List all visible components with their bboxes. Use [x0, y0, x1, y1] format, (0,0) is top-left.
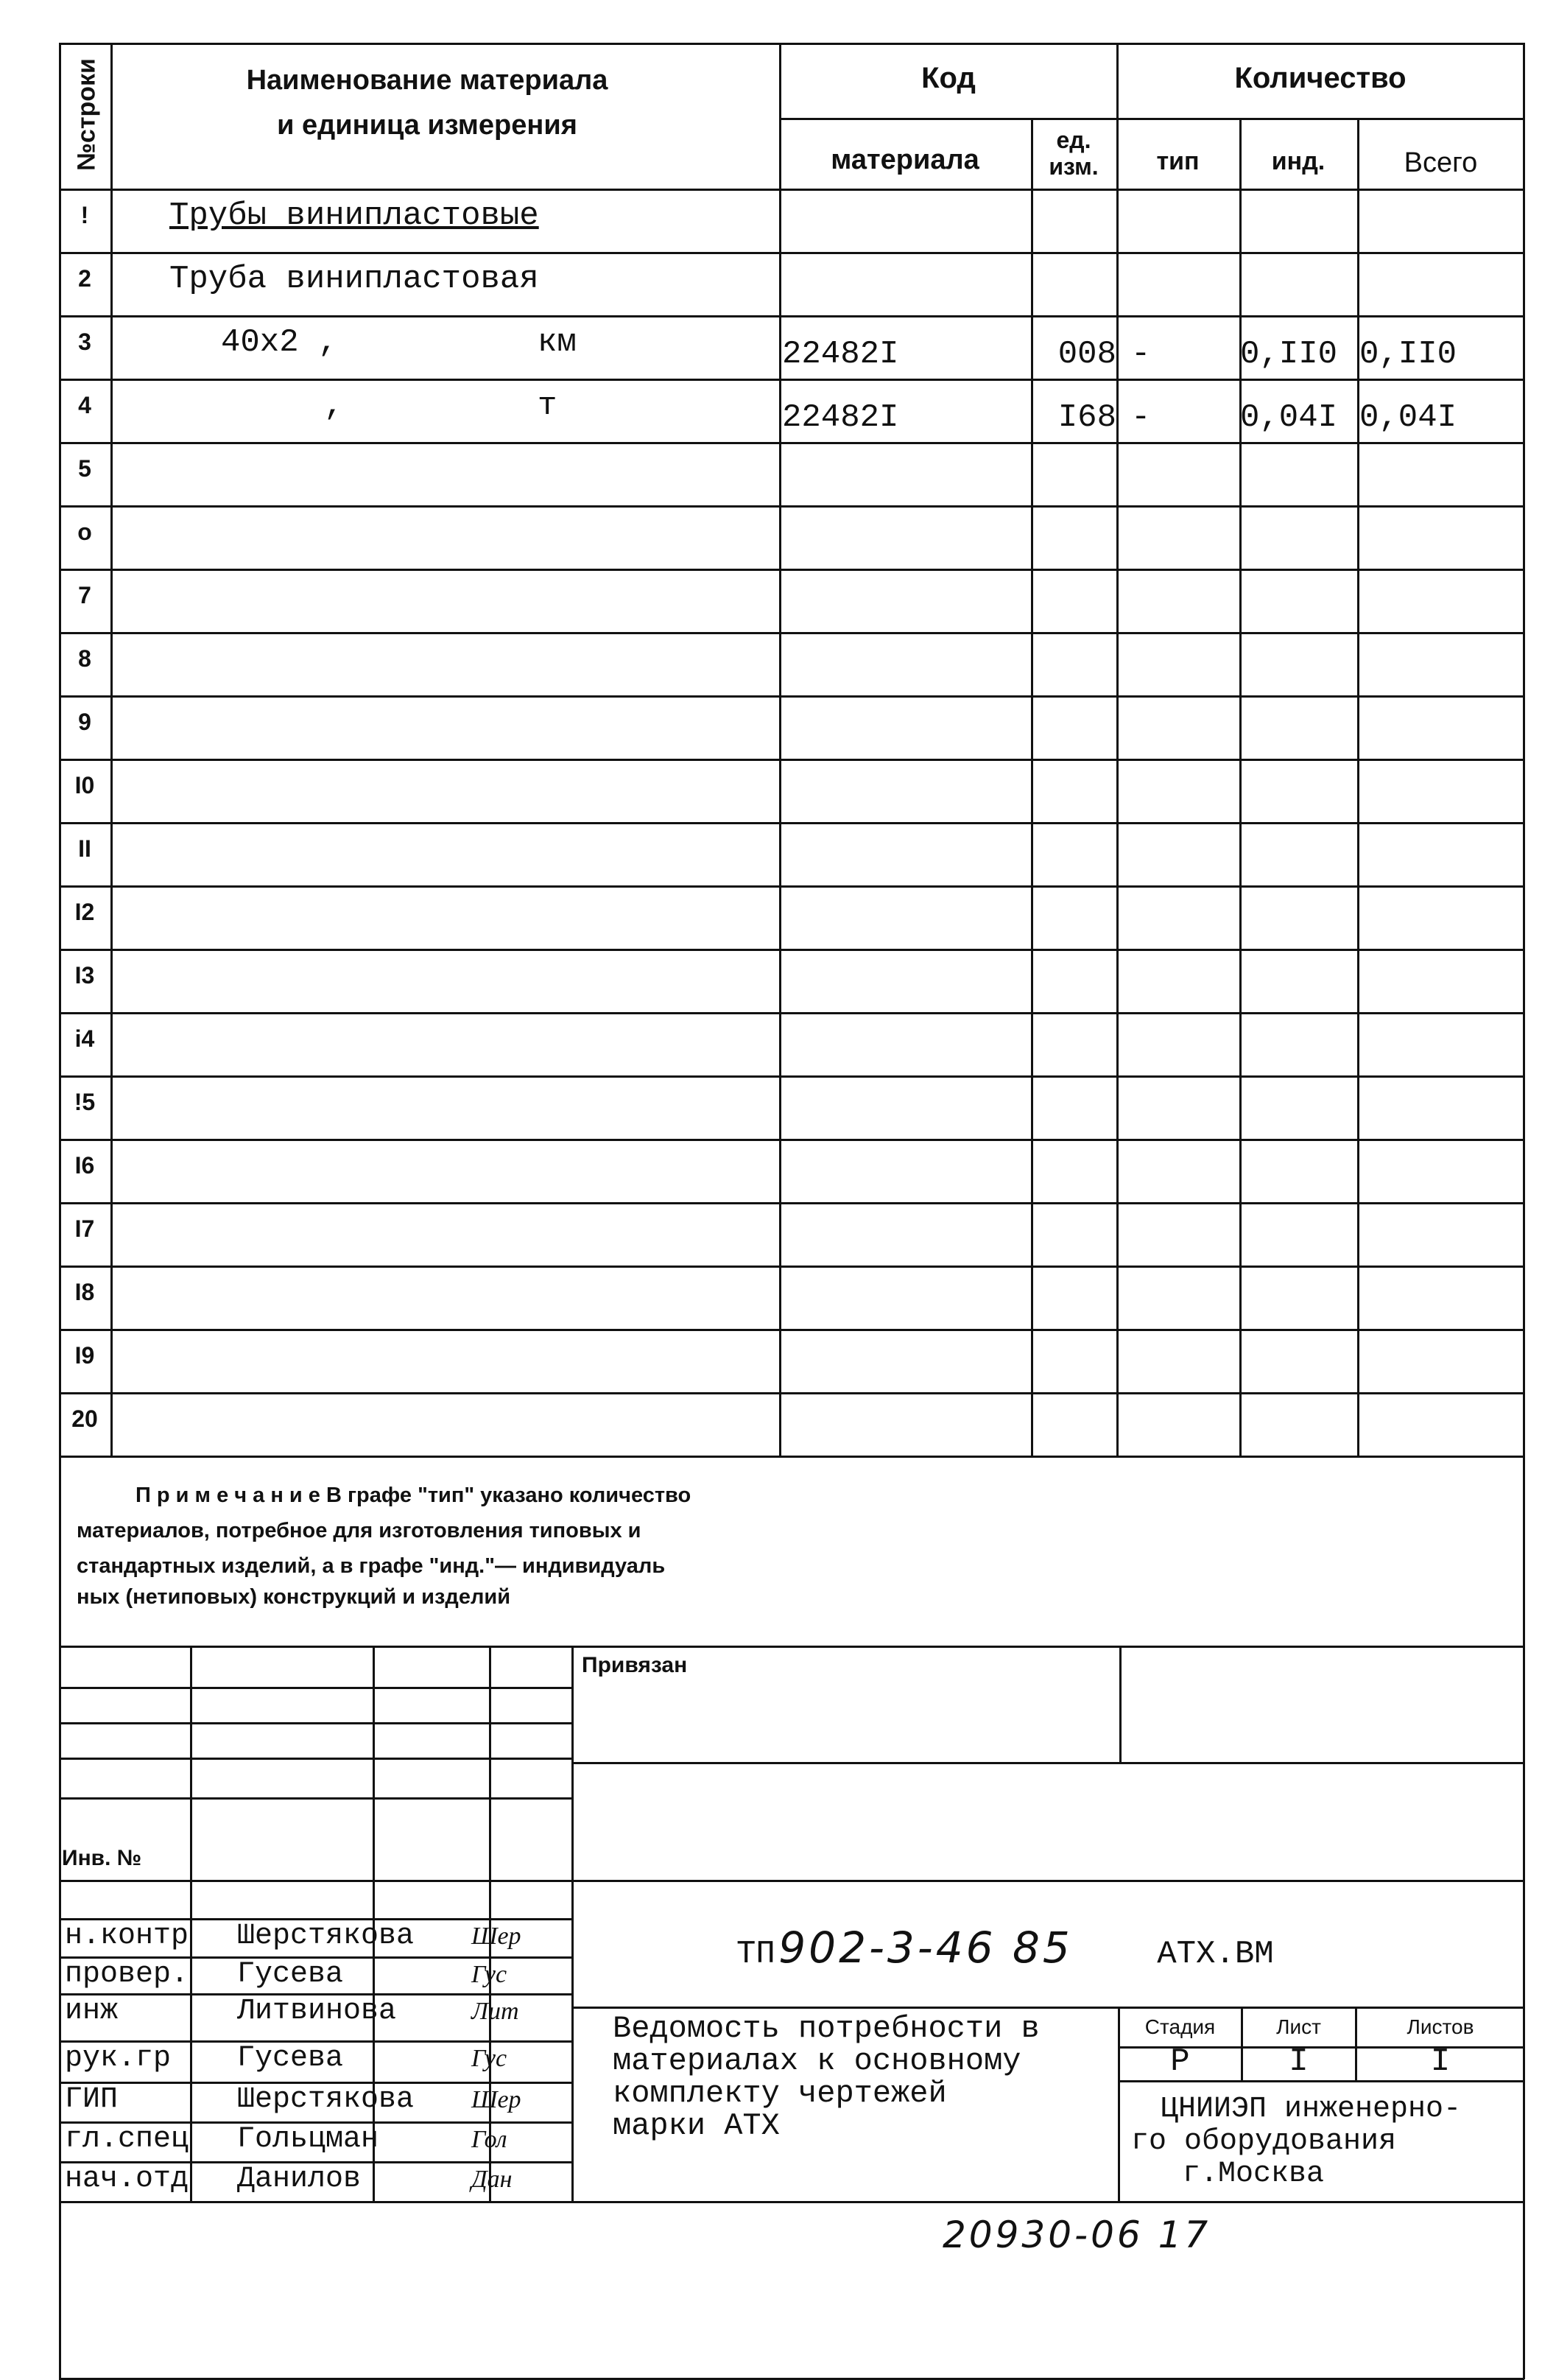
signer-role: ГИП	[65, 2083, 119, 2116]
qty-ind: 0,II0	[1240, 336, 1338, 373]
signer-name: Шерстякова	[237, 2083, 415, 2116]
signer-name: Данилов	[237, 2163, 362, 2196]
bound-label: Привязан	[582, 1653, 688, 1677]
signature: Гус	[471, 2045, 507, 2072]
row-number: !5	[74, 1089, 96, 1115]
qty-total: 0,04I	[1359, 399, 1457, 436]
row-number: !	[80, 202, 89, 228]
signer-role: провер.	[65, 1958, 189, 1991]
signature: Шер	[471, 2086, 521, 2113]
row-number: I8	[74, 1279, 95, 1305]
note-line-4: ных (нетиповых) конструкций и изделий	[77, 1585, 511, 1609]
signer-name: Гусева	[237, 1958, 344, 1991]
row-number: i4	[74, 1025, 95, 1052]
row-number: 3	[78, 329, 91, 355]
table-row	[59, 1392, 1524, 1456]
row-number: 7	[78, 582, 91, 608]
doc-mark: АТХ.ВМ	[1157, 1936, 1274, 1973]
qty-ind-header: инд.	[1271, 147, 1326, 175]
note-line-3: стандартных изделий, а в графе "инд."— индивидуаль	[77, 1554, 666, 1578]
table-row	[59, 1202, 1524, 1266]
signature: Гол	[471, 2126, 507, 2153]
name-header: Наименование материала и единица измерения	[246, 65, 608, 141]
signer-name: Гусева	[237, 2042, 344, 2075]
table-row	[59, 885, 1524, 949]
stage-value: Р	[1170, 2043, 1190, 2080]
row-number: I2	[74, 899, 95, 925]
signer-name: Шерстякова	[237, 1920, 415, 1953]
row-number: I0	[74, 772, 95, 798]
code-material-header: материала	[831, 144, 979, 175]
table-row	[59, 1139, 1524, 1202]
doc-code-prefix: ТП	[736, 1936, 775, 1973]
unit-code-header: ед. изм.	[1049, 127, 1099, 180]
doc-code	[736, 1923, 1274, 1973]
table-row	[59, 252, 1524, 315]
material-name: Трубы винипластовые	[169, 197, 539, 234]
footer-number: 20930-06 17	[943, 2214, 1211, 2256]
table-row	[59, 569, 1524, 632]
row-number: 5	[78, 455, 91, 482]
signature: Дан	[471, 2166, 513, 2193]
row-number: I3	[74, 962, 95, 989]
table-row	[59, 379, 1524, 442]
material-name: Труба винипластовая	[169, 261, 539, 298]
quantity-header: Количество	[1234, 62, 1407, 94]
qty-total-header: Всего	[1404, 147, 1478, 178]
table-row	[59, 1266, 1524, 1329]
org-line-3: г.Москва	[1183, 2158, 1325, 2191]
signer-role: нач.отд	[65, 2163, 189, 2196]
table-row	[59, 949, 1524, 1012]
doc-code-number: 902-3-46 85	[778, 1923, 1073, 1973]
signer-name: Гольцман	[237, 2123, 379, 2156]
row-number-header: №строки	[72, 58, 101, 171]
qty-type-header: тип	[1156, 147, 1200, 175]
signature: Лит	[471, 1998, 519, 2025]
row-number: 4	[78, 392, 91, 418]
stage-label: Стадия	[1144, 2015, 1216, 2038]
sheets-value: I	[1430, 2043, 1451, 2080]
material-name: ,	[324, 387, 344, 424]
note-line-1: П р и м е ч а н и е В графе "тип" указано количество	[135, 1484, 691, 1507]
table-row	[59, 759, 1524, 822]
table-row	[59, 632, 1524, 695]
signer-role: н.контр	[65, 1920, 189, 1953]
title-line-1: Ведомость потребности в	[613, 2011, 1040, 2046]
unit: т	[538, 387, 557, 424]
material-code: 22482I	[782, 399, 899, 436]
code-header: Код	[921, 62, 976, 94]
table-row	[59, 505, 1524, 569]
table-row	[59, 822, 1524, 885]
signature: Гус	[471, 1961, 507, 1988]
row-number: I9	[74, 1342, 95, 1369]
signer-name: Литвинова	[237, 1995, 397, 2028]
row-number: 20	[71, 1405, 98, 1432]
org-line-2: го оборудования	[1131, 2125, 1397, 2158]
table-row	[59, 315, 1524, 379]
material-name: 40х2 ,	[221, 324, 338, 361]
row-number: 2	[78, 265, 91, 292]
table-row	[59, 442, 1524, 505]
signature: Шер	[471, 1923, 521, 1950]
note-line-2: материалов, потребное для изготовления типовых и	[77, 1519, 641, 1542]
table-row	[59, 695, 1524, 759]
table-row	[59, 1329, 1524, 1392]
sheet-label: Лист	[1276, 2015, 1321, 2038]
document-title	[613, 2012, 1040, 2142]
qty-type: -	[1131, 336, 1151, 373]
unit-code: I68	[1057, 399, 1116, 436]
title-line-3: комплекту чертежей	[613, 2076, 947, 2111]
qty-ind: 0,04I	[1240, 399, 1338, 436]
table-row	[59, 1075, 1524, 1139]
material-code: 22482I	[782, 336, 899, 373]
row-number: о	[77, 519, 92, 545]
row-number: II	[78, 835, 91, 862]
row-number: I7	[74, 1215, 95, 1242]
signer-role: инж	[65, 1995, 119, 2028]
table-row	[59, 189, 1524, 252]
table-row	[59, 1012, 1524, 1075]
sheet-value: I	[1289, 2043, 1309, 2080]
title-line-4: марки АТХ	[613, 2108, 780, 2144]
row-number: I6	[74, 1152, 95, 1179]
qty-total: 0,II0	[1359, 336, 1457, 373]
signer-role: рук.гр	[65, 2042, 172, 2075]
unit: км	[538, 324, 577, 361]
qty-type: -	[1131, 399, 1151, 436]
inv-label: Инв. №	[62, 1846, 142, 1870]
note	[77, 1478, 960, 1610]
row-number: 8	[78, 645, 91, 672]
sheets-label: Листов	[1407, 2015, 1474, 2038]
unit-code: 008	[1057, 336, 1116, 373]
title-line-2: материалах к основному	[613, 2043, 1021, 2079]
org-line-1: ЦНИИЭП инженерно-	[1161, 2093, 1462, 2126]
signer-role: гл.спец	[65, 2123, 189, 2156]
row-number: 9	[78, 709, 91, 735]
organization	[1131, 2093, 1461, 2191]
